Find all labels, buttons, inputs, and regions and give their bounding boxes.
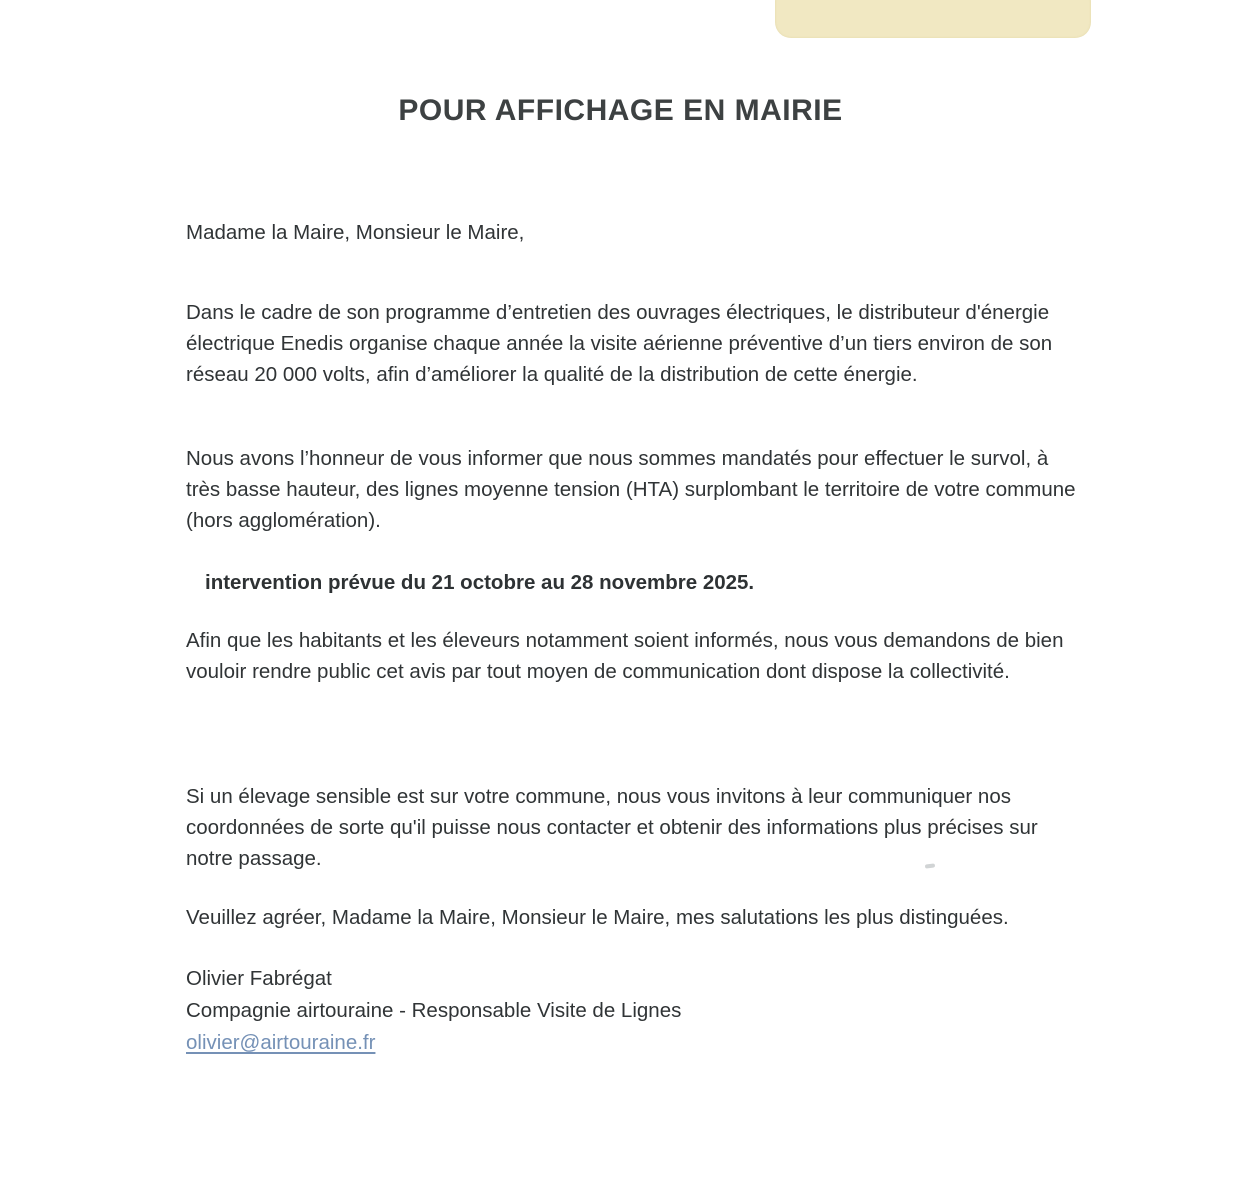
page-title: POUR AFFICHAGE EN MAIRIE <box>398 94 843 127</box>
sticky-note <box>775 0 1091 38</box>
signature-role: Compagnie airtouraine - Responsable Visite de Lignes <box>186 998 682 1022</box>
salutation: Madame la Maire, Monsieur le Maire, <box>186 220 525 244</box>
signature-name: Olivier Fabrégat <box>186 966 332 990</box>
paragraph-program-enedis: Dans le cadre de son programme d’entretien des ouvrages électriques, le distributeur d'énergie électrique Enedis organise chaque année la visite aérienne préventive d’un tiers environ de son réseau 20 000 volts, afin d’améliorer la qualité de la distribution de cette énergie. <box>186 300 1053 386</box>
closing-salutation: Veuillez agréer, Madame la Maire, Monsieur le Maire, mes salutations les plus distinguées. <box>186 905 1009 929</box>
intervention-dates-notice: intervention prévue du 21 octobre au 28 novembre 2025. <box>205 570 755 594</box>
paragraph-public-notice-request: Afin que les habitants et les éleveurs notamment soient informés, nous vous demandons de bien vouloir rendre public cet avis par tout moyen de communication dont dispose la collectivité. <box>186 628 1064 683</box>
paragraph-sensitive-farms: Si un élevage sensible est sur votre commune, nous vous invitons à leur communiquer nos coordonnées de sorte qu'il puisse nous contacter et obtenir des informations plus précises sur notre passage. <box>186 784 1038 870</box>
signature-email-line <box>186 1027 1076 1058</box>
paragraph-survol-mandate: Nous avons l’honneur de vous informer que nous sommes mandatés pour effectuer le survol, à très basse hauteur, des lignes moyenne tension (HTA) surplombant le territoire de votre commune (hors agglomération). <box>186 446 1076 532</box>
email-link[interactable]: olivier@airtouraine.fr <box>186 1030 376 1054</box>
